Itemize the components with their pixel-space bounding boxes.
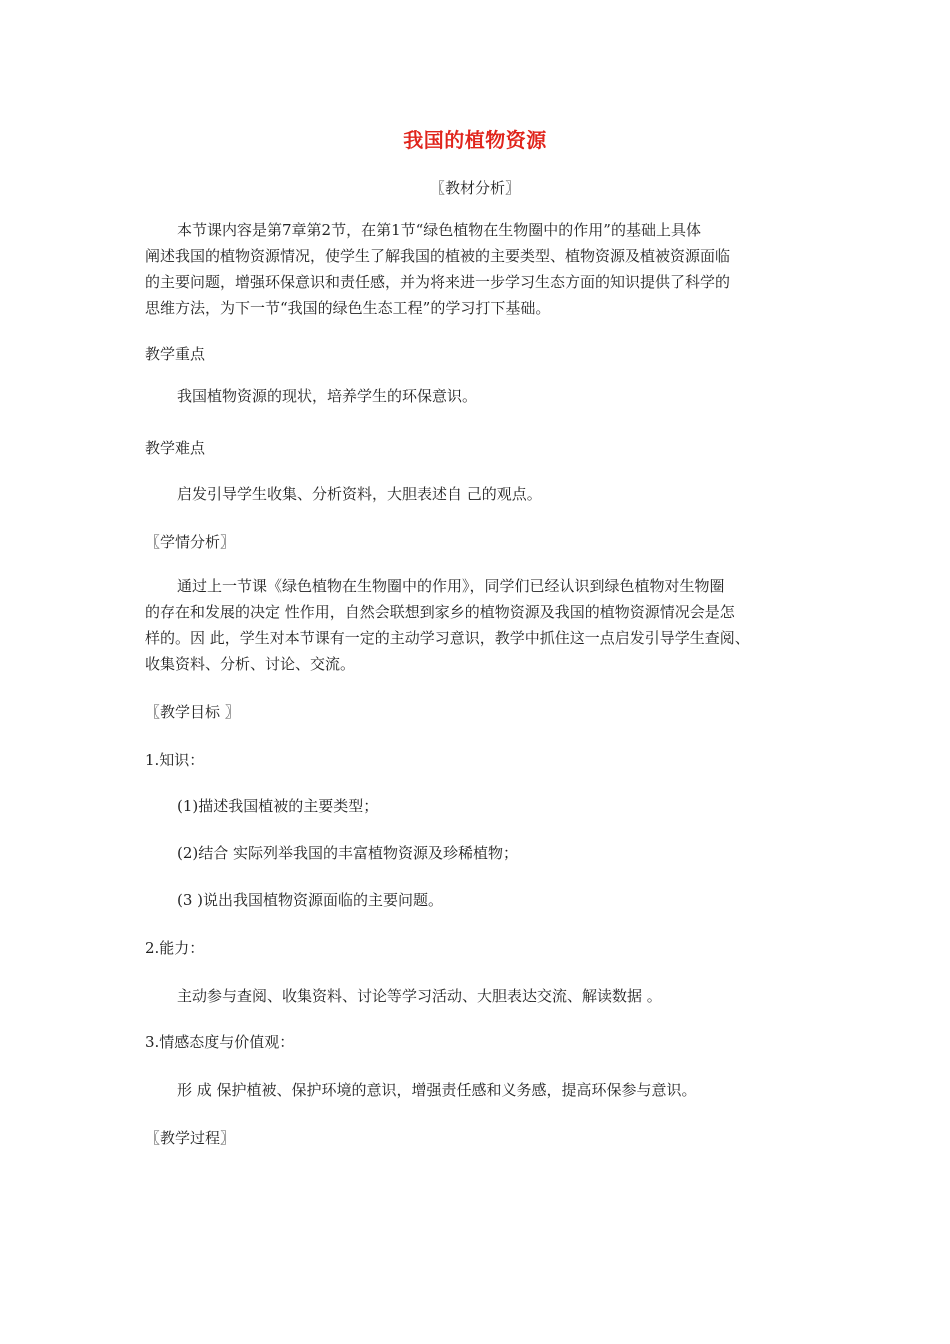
section-heading-zhongdian: 教学重点 xyxy=(145,345,206,363)
list-item: (1)描述我国植被的主要类型； xyxy=(177,797,379,815)
text-nandian: 启发引导学生收集、分析资料，大胆表述自 己的观点。 xyxy=(177,485,542,503)
section-heading-nandian: 教学难点 xyxy=(145,439,206,457)
text-zhongdian: 我国植物资源的现状，培养学生的环保意识。 xyxy=(177,387,478,405)
subheading-nengli: 2.能力： xyxy=(145,939,205,957)
paragraph-line: 阐述我国的植物资源情况，使学生了解我国的植被的主要类型、植物资源及植被资源面临 xyxy=(145,247,731,265)
paragraph-line: 的主要问题，增强环保意识和责任感，并为将来进一步学习生态方面的知识提供了科学的 xyxy=(145,273,731,291)
paragraph-line: 的存在和发展的决定 性作用，自然会联想到家乡的植物资源及我国的植物资源情况会是怎 xyxy=(145,603,735,621)
subheading-qinggan: 3.情感态度与价值观： xyxy=(145,1033,295,1051)
subheading-zhishi: 1.知识： xyxy=(145,751,205,769)
section-heading-xueqing: 〖学情分析〗 xyxy=(145,533,236,551)
paragraph-line: 思维方法，为下一节“我国的绿色生态工程”的学习打下基础。 xyxy=(145,299,551,317)
paragraph-line: 收集资料、分析、讨论、交流。 xyxy=(145,655,356,673)
section-heading-jiaocai: 〖教材分析〗 xyxy=(429,179,520,197)
list-item: (2)结合 实际列举我国的丰富植物资源及珍稀植物； xyxy=(177,844,519,862)
paragraph-jiaocai xyxy=(145,217,825,321)
text-qinggan: 形 成 保护植被、保护环境的意识，增强责任感和义务感，提高环保参与意识。 xyxy=(177,1081,697,1099)
section-heading-guocheng: 〖教学过程〗 xyxy=(145,1129,236,1147)
paragraph-line: 本节课内容是第7章第2节，在第1节“绿色植物在生物圈中的作用”的基础上具体 xyxy=(177,221,701,239)
paragraph-line: 通过上一节课《绿色植物在生物圈中的作用》，同学们已经认识到绿色植物对生物圈 xyxy=(177,577,725,595)
paragraph-line: 样的。因 此，学生对本节课有一定的主动学习意识，教学中抓住这一点启发引导学生查阅、 xyxy=(145,629,750,647)
section-heading-mubiao: 〖教学目标 〗 xyxy=(145,703,240,721)
paragraph-xueqing xyxy=(145,573,825,677)
document-title: 我国的植物资源 xyxy=(403,128,547,152)
list-item: (3 )说出我国植物资源面临的主要问题。 xyxy=(177,891,444,909)
text-nengli: 主动参与查阅、收集资料、讨论等学习活动、大胆表达交流、解读数据 。 xyxy=(177,987,662,1005)
